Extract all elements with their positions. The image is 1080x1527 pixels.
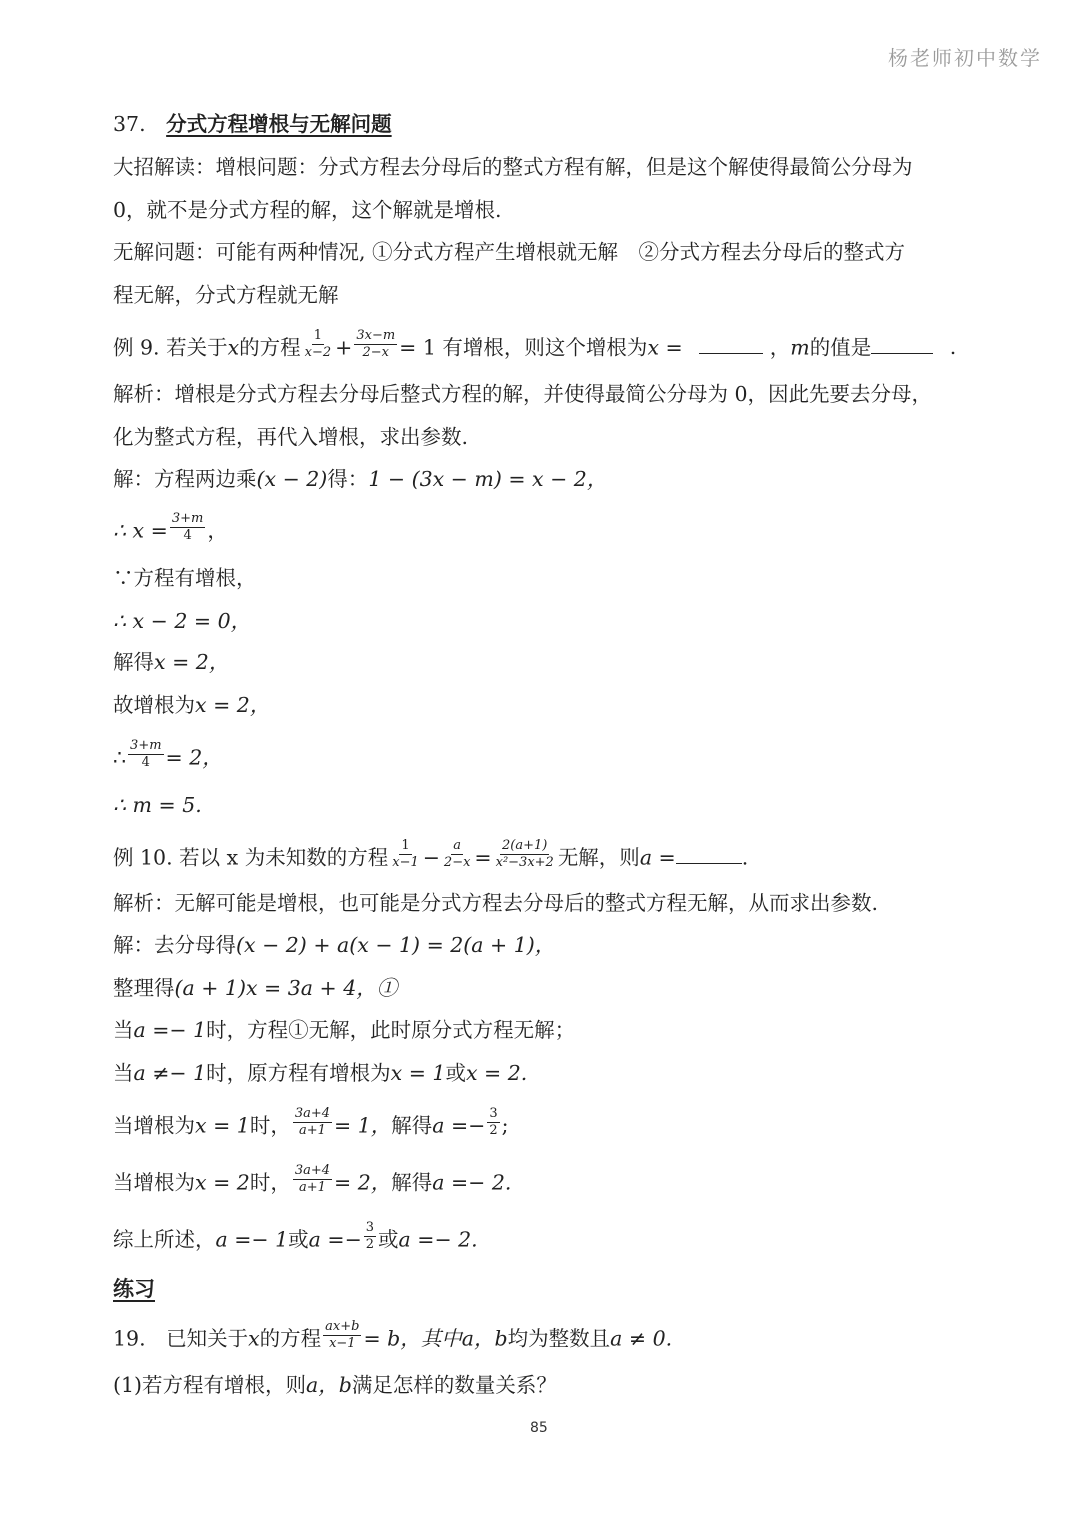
ex10-step6-fraction: $\frac{3a+4}{a+1}$ bbox=[294, 1163, 331, 1196]
practice-heading: 练习 bbox=[113, 1276, 155, 1301]
ex9-end: . bbox=[949, 335, 957, 360]
ex10-fraction-1: $\frac{1}{x-1}$ bbox=[392, 838, 419, 871]
ex10-fraction-3: $\frac{2(a+1)}{\text{x²−3x+2}}$ bbox=[495, 838, 554, 871]
ex9-plus: + bbox=[335, 335, 353, 360]
ex9-solution-step-1: 解：方程两边乘(x − 2)得：1 − (3x − m) = x − 2， bbox=[113, 467, 608, 491]
answer-blank-1[interactable] bbox=[699, 337, 763, 354]
ex9-solution-step-7: ∴ $\frac{3+m}{4}$ = 2， bbox=[113, 738, 223, 771]
ex9-solution-step-2: ∴ x = $\frac{3+m}{4}$ ， bbox=[113, 511, 228, 544]
ex10-solution-step-4: 当a ≠− 1时，原方程有增根为x = 1或x = 2. bbox=[113, 1061, 528, 1085]
example-9-question bbox=[113, 328, 957, 365]
ex9-sol-fraction: $\frac{3+m}{4}$ bbox=[171, 511, 204, 544]
ex9-analysis-2: 化为整式方程，再代入增根，求出参数. bbox=[113, 425, 469, 449]
topic-title: 分式方程增根与无解问题 bbox=[166, 112, 392, 136]
ex9-equals: = 1 有增根，则这个增根为 bbox=[399, 335, 648, 360]
ex9-solution-step-5: 解得x = 2， bbox=[113, 650, 230, 674]
ex10-step5-result-fraction: $\frac{3}{2}$ bbox=[489, 1106, 498, 1139]
topic-number: 37. bbox=[113, 112, 146, 136]
ex9-var: x bbox=[227, 335, 240, 360]
ex9-fraction-2: $\frac{3x-m}{2-x}$ bbox=[356, 328, 396, 361]
topic-heading bbox=[113, 114, 392, 135]
header-watermark: 杨老师初中数学 bbox=[888, 46, 1042, 70]
intro-line-3: 无解问题：可能有两种情况, ①分式方程产生增根就无解 ②分式方程去分母后的整式方 bbox=[113, 240, 906, 264]
intro-line-4: 程无解，分式方程就无解 bbox=[113, 283, 339, 307]
intro-line-1: 大招解读：增根问题：分式方程去分母后的整式方程有解，但是这个解使得最简公分母为 bbox=[113, 155, 913, 179]
example-10-question: 例 10. 若以 x 为未知数的方程 $\frac{1}{x-1}$ − $\frac{a}{2-x}$ = $\frac{2(a+1)}{\text{x²−3x+2}}$ 无解，则a = . bbox=[113, 838, 749, 871]
ex9-solution-step-8: ∴ m = 5. bbox=[113, 793, 202, 817]
ex9-analysis-1: 解析：增根是分式方程去分母后整式方程的解，并使得最简公分母为 0，因此先要去分母， bbox=[113, 382, 933, 406]
ex10-solution-step-6: 当增根为x = 2时， $\frac{3a+4}{a+1}$ = 2，解得a =− 2. bbox=[113, 1163, 512, 1196]
ex9-x-equals: x = bbox=[647, 335, 683, 360]
ex9-step7-fraction: $\frac{3+m}{4}$ bbox=[130, 738, 162, 771]
answer-blank-3[interactable] bbox=[676, 847, 742, 864]
practice-question-19: 19. 已知关于x的方程 $\frac{ax+b}{x-1}$ = b，其中a，b均为整数且a ≠ 0. bbox=[113, 1319, 673, 1352]
ex10-fraction-2: $\frac{a}{2-x}$ bbox=[443, 838, 471, 871]
practice-fraction: $\frac{ax+b}{x-1}$ bbox=[325, 1319, 360, 1352]
ex10-solution-step-7: 综上所述，a =− 1或a =− $\frac{3}{2}$ 或a =− 2. bbox=[113, 1220, 478, 1253]
ex10-solution-step-2: 整理得(a + 1)x = 3a + 4，① bbox=[113, 976, 398, 1000]
ex10-analysis: 解析：无解可能是增根，也可能是分式方程去分母后的整式方程无解，从而求出参数. bbox=[113, 891, 879, 915]
ex10-solution-step-1: 解：去分母得(x − 2) + a(x − 1) = 2(a + 1)， bbox=[113, 933, 556, 957]
practice-part-1: (1)若方程有增根，则a，b满足怎样的数量关系？ bbox=[113, 1373, 557, 1397]
ex9-fraction-1: $\frac{1}{x-2}$ bbox=[304, 328, 332, 361]
ex9-tail: 的值是 bbox=[809, 335, 872, 360]
ex9-solution-step-4: ∴ x − 2 = 0， bbox=[113, 609, 252, 633]
ex9-m: m bbox=[790, 335, 810, 360]
ex9-prefix: 例 9. 若关于 bbox=[113, 335, 228, 360]
ex9-solution-step-6: 故增根为x = 2， bbox=[113, 693, 271, 717]
ex9-solution-step-3: ∵方程有增根， bbox=[113, 566, 257, 590]
ex9-comma: ， bbox=[769, 335, 791, 360]
ex9-mid1: 的方程 bbox=[239, 335, 301, 360]
intro-line-2: 0，就不是分式方程的解，这个解就是增根. bbox=[113, 198, 502, 222]
page-number: 85 bbox=[530, 1420, 548, 1436]
answer-blank-2[interactable] bbox=[871, 337, 933, 354]
ex10-step7-fraction: $\frac{3}{2}$ bbox=[365, 1220, 375, 1253]
ex10-step5-fraction: $\frac{3a+4}{a+1}$ bbox=[294, 1106, 331, 1139]
ex10-solution-step-5: 当增根为x = 1时， $\frac{3a+4}{a+1}$ = 1，解得a =− $\frac{3}{2}$ ; bbox=[113, 1106, 509, 1139]
ex10-solution-step-3: 当a =− 1时，方程①无解，此时原分式方程无解； bbox=[113, 1018, 576, 1042]
